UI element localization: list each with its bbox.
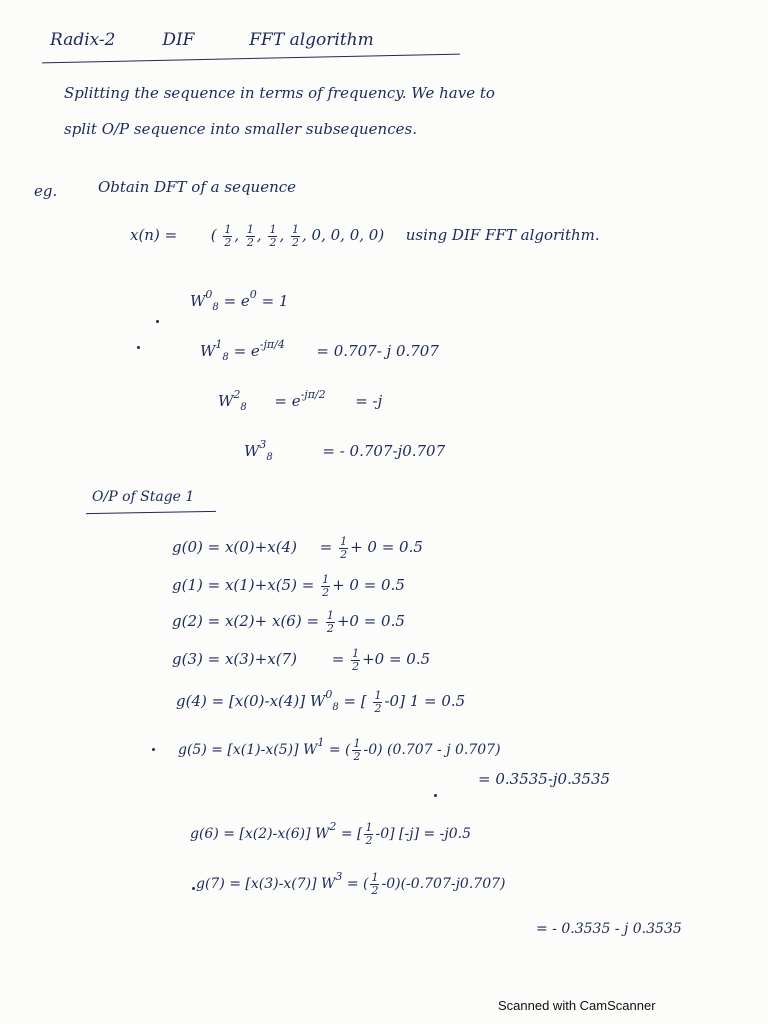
title-radix: Radix-2	[50, 30, 116, 50]
fraction-half: $\frac{1}{2}$	[340, 535, 348, 561]
sequence-lhs: x(n) =	[130, 226, 178, 245]
fraction-half: $\frac{1}{2}$	[292, 223, 300, 249]
sequence-open-paren: (	[210, 226, 217, 245]
fraction-half: $\frac{1}{2}$	[371, 871, 379, 897]
twiddle-w0: $W^0_8 = e^0 = 1$	[190, 288, 289, 313]
fraction-half: $\frac{1}{2}$	[269, 223, 277, 249]
fraction-half: $\frac{1}{2}$	[326, 609, 334, 635]
g5-line: g(5) = [x(1)-x(5)] $W^1$ = ( $\frac{1}{2}$ -0) (0.707 - j 0.707)	[178, 736, 501, 763]
sequence-method: using DIF FFT algorithm.	[405, 226, 600, 245]
page-title	[50, 32, 374, 49]
g2-line: g(2) = x(2)+ x(6) = $\frac{1}{2}$ +0 = 0.5	[172, 609, 405, 635]
g0-line: g(0) = x(0)+x(4) = $\frac{1}{2}$ + 0 = 0.5	[172, 535, 423, 561]
example-label: eg.	[34, 182, 58, 200]
intro-line-2: split O/P sequence into smaller subsequences.	[64, 120, 417, 138]
fraction-half: $\frac{1}{2}$	[365, 821, 373, 847]
pen-dot	[192, 887, 195, 890]
title-underline	[42, 54, 460, 64]
stage1-underline	[86, 511, 216, 514]
twiddle-w3: $W^3_8$ = - 0.707-j0.707	[244, 438, 446, 463]
fraction-half: $\frac{1}{2}$	[374, 689, 382, 715]
g7-line: g(7) = [x(3)-x(7)] $W^3$ = ( $\frac{1}{2}$ -0)(-0.707-j0.707)	[196, 870, 506, 897]
intro-line-1: Splitting the sequence in terms of frequency. We have to	[64, 84, 495, 102]
title-fft-algorithm: FFT algorithm	[249, 30, 374, 50]
stage1-heading: O/P of Stage 1	[92, 489, 195, 505]
camscanner-footer: Scanned with CamScanner	[498, 998, 656, 1013]
g1-line: g(1) = x(1)+x(5) = $\frac{1}{2}$ + 0 = 0.5	[172, 573, 405, 599]
sequence-line: x(n) = ( $\frac{1}{2}$ , $\frac{1}{2}$ , $\frac{1}{2}$ , $\frac{1}{2}$ , 0, 0, 0, 0) using DIF FFT algorithm.	[130, 223, 600, 249]
example-task: Obtain DFT of a sequence	[98, 178, 297, 196]
fraction-half: $\frac{1}{2}$	[224, 223, 232, 249]
g6-line: g(6) = [x(2)-x(6)] $W^2$ = [ $\frac{1}{2}$ -0] [-j] = -j0.5	[190, 820, 471, 847]
pen-dot	[137, 346, 140, 349]
g3-line: g(3) = x(3)+x(7) = $\frac{1}{2}$ +0 = 0.5	[172, 647, 431, 673]
g4-line: g(4) = [x(0)-x(4)] $W^0_8$ = [ $\frac{1}{2}$ -0] 1 = 0.5	[176, 688, 466, 715]
g7-result: = - 0.3535 - j 0.3535	[536, 921, 682, 937]
twiddle-w2: $W^2_8 = e^{-j\pi/2} = -j$	[218, 388, 383, 413]
twiddle-w1: $W^1_8 = e^{-j\pi/4} = 0.707-$ j 0.707	[200, 338, 439, 363]
title-dif: DIF	[162, 30, 195, 50]
fraction-half: $\frac{1}{2}$	[246, 223, 254, 249]
fraction-half: $\frac{1}{2}$	[322, 573, 330, 599]
pen-dot	[156, 320, 159, 323]
pen-dot	[434, 794, 437, 797]
fraction-half: $\frac{1}{2}$	[353, 737, 361, 763]
g5-result: = 0.3535-j0.3535	[478, 770, 611, 788]
pen-dot	[152, 748, 155, 751]
sequence-zeros: , 0, 0, 0, 0)	[302, 226, 385, 245]
fraction-half: $\frac{1}{2}$	[352, 647, 360, 673]
